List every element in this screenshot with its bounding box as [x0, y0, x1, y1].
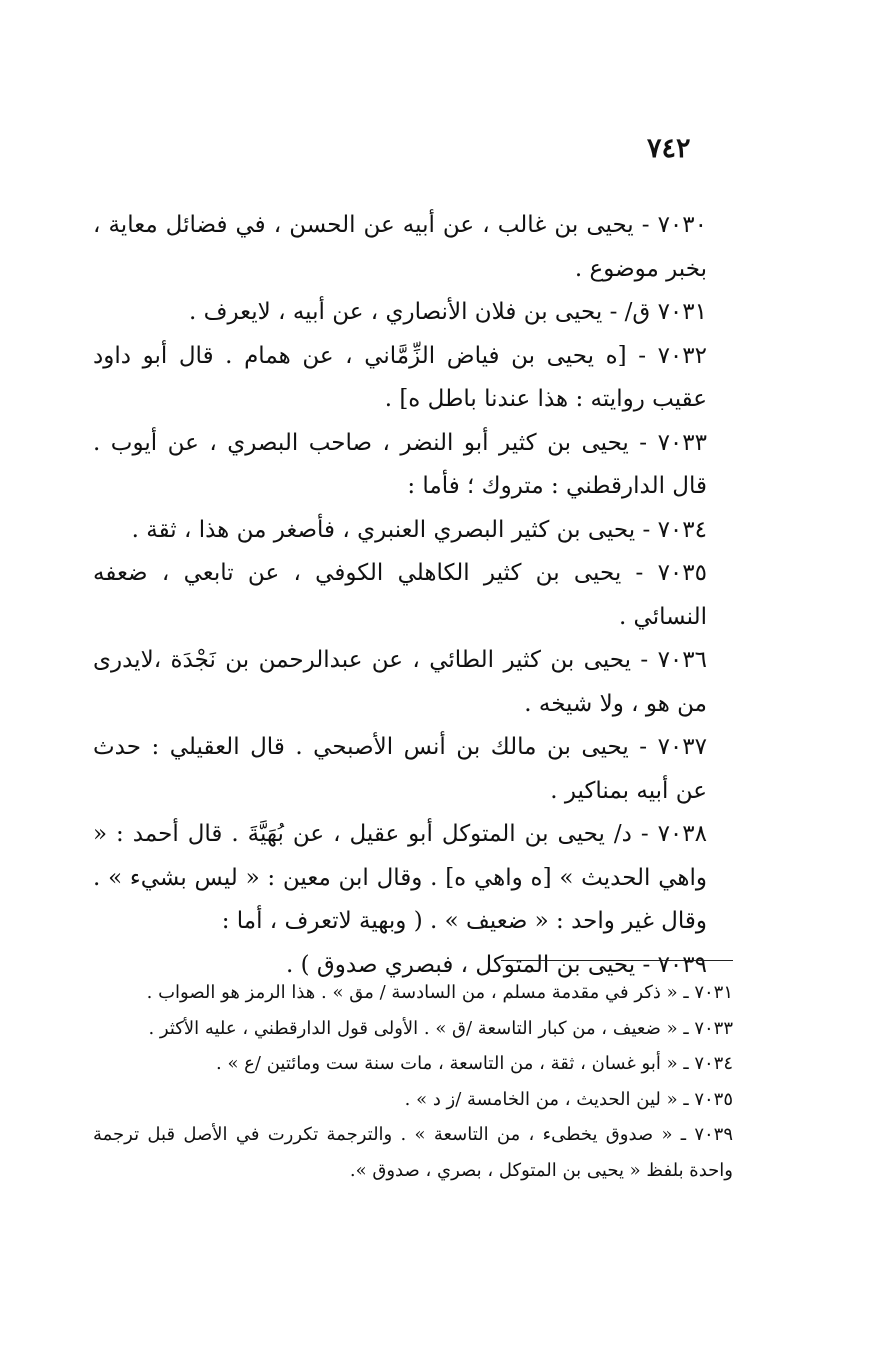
- entry-7030: ٧٠٣٠ - يحيى بن غالب ، عن أبيه عن الحسن ، في فضائل معاية ، بخبر موضوع .: [93, 212, 707, 282]
- entry-7039: ٧٠٣٩ - يحيى بن المتوكل ، فبصري صدوق ) .: [286, 951, 707, 978]
- entry-7033: ٧٠٣٣ - يحيى بن كثير أبو النضر ، صاحب البصري ، عن أيوب . قال الدارقطني : متروك ؛ فأما :: [93, 429, 707, 499]
- entry-7036: ٧٠٣٦ - يحيى بن كثير الطائي ، عن عبدالرحمن بن نَجْدَة ،لايدرى من هو ، ولا شيخه .: [93, 647, 707, 717]
- entry-7038: ٧٠٣٨ - د/ يحيى بن المتوكل أبو عقيل ، عن بُهَيَّةَ . قال أحمد : « واهي الحديث » [ه واهي ه] . وقال ابن معين : « ليس بشيء » . وقال غير واحد : « ضعيف » . ( وبهية لاتعرف ، أما :: [93, 821, 707, 934]
- footnotes: [93, 975, 733, 1188]
- footnote-divider: [501, 960, 733, 961]
- footnote-7034: ٧٠٣٤ ـ « أبو غسان ، ثقة ، من التاسعة ، مات سنة ست ومائتين /ع » .: [216, 1053, 733, 1074]
- page-number: ٧٤٢: [647, 133, 691, 164]
- main-text: [93, 204, 733, 987]
- footnote-7035: ٧٠٣٥ ـ « لين الحديث ، من الخامسة /ز د » .: [404, 1088, 733, 1110]
- entry-7037: ٧٠٣٧ - يحيى بن مالك بن أنس الأصبحي . قال العقيلي : حدث عن أبيه بمناكير .: [93, 734, 707, 804]
- footnote-7039: ٧٠٣٩ ـ « صدوق يخطىء ، من التاسعة » . والترجمة تكررت في الأصل قبل ترجمة واحدة بلفظ « يحيى بن المتوكل ، بصري ، صدوق ».: [93, 1124, 733, 1181]
- entry-7032: ٧٠٣٢ - [ه يحيى بن فياض الزِّمَّاني ، عن همام . قال أبو داود عقيب روايته : هذا عندنا باطل ه] .: [93, 342, 707, 412]
- footnote-7031: ٧٠٣١ ـ « ذكر في مقدمة مسلم ، من السادسة / مق » . هذا الرمز هو الصواب .: [146, 982, 733, 1003]
- entry-7035: ٧٠٣٥ - يحيى بن كثير الكاهلي الكوفي ، عن تابعي ، ضعفه النسائي .: [93, 560, 707, 630]
- footnote-7033: ٧٠٣٣ ـ « ضعيف ، من كبار التاسعة /ق » . الأولى قول الدارقطني ، عليه الأكثر .: [148, 1017, 733, 1039]
- entry-7034: ٧٠٣٤ - يحيى بن كثير البصري العنبري ، فأصغر من هذا ، ثقة .: [131, 516, 707, 543]
- entry-7031: ٧٠٣١ ق/ - يحيى بن فلان الأنصاري ، عن أبيه ، لايعرف .: [189, 299, 707, 325]
